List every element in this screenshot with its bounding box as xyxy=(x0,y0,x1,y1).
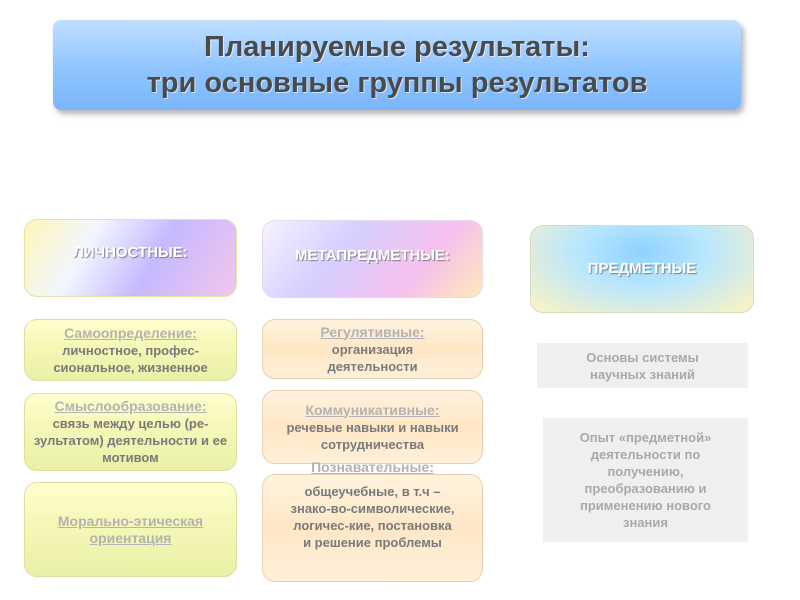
lichnostnye-header-box xyxy=(24,219,237,297)
metapredmetnye-header: МЕТАПРЕДМЕТНЫЕ: xyxy=(294,247,450,264)
predmetnye-header: ПРЕДМЕТНЫЕ xyxy=(587,260,697,277)
samoopredelenie-title: Самоопределение: xyxy=(64,324,197,341)
poznavatelnye-box xyxy=(262,474,483,582)
poznavatelnye-title: Познавательные: xyxy=(311,459,434,475)
smysloobrazovanie-text: связь между целью (ре-зультатом) деятельности и ее мотивом xyxy=(33,416,228,465)
samoopredelenie-box xyxy=(24,319,237,381)
lichnostnye-header: ЛИЧНОСТНЫЕ: xyxy=(73,244,188,261)
regulyativnye-title: Регулятивные: xyxy=(320,323,425,340)
moralno-eticheskaya-box xyxy=(24,482,237,577)
kommunikativnye-box xyxy=(262,390,483,464)
osnovy-sistemy-text: Основы системы научных знаний xyxy=(586,349,699,382)
osnovy-sistemy-box xyxy=(537,343,748,388)
smysloobrazovanie-box xyxy=(24,393,237,471)
metapredmetnye-header-box xyxy=(262,220,483,298)
smysloobrazovanie-title: Смыслообразование: xyxy=(54,398,207,414)
kommunikativnye-title: Коммуникативные: xyxy=(305,401,440,418)
regulyativnye-box xyxy=(262,319,483,379)
predmetnye-header-box xyxy=(530,225,754,313)
title-line-2: три основные группы результатов xyxy=(146,67,648,99)
regulyativnye-text: организация деятельности xyxy=(327,341,418,374)
kommunikativnye-text: речевые навыки и навыки сотрудничества xyxy=(286,419,459,452)
poznavatelnye-text: общеучебные, в т.ч – знако-во-символические, логичес-кие, постановка и решение проблемы xyxy=(290,484,455,550)
moralno-eticheskaya-text: Морально-этическая ориентация xyxy=(57,512,204,546)
title-banner xyxy=(53,20,741,110)
title-line-1: Планируемые результаты: xyxy=(204,31,590,63)
opyt-predmetnoy-text: Опыт «предметной» деятельности по получению, преобразованию и применению нового знания xyxy=(579,430,712,530)
samoopredelenie-text: личностное, профес-сиональное, жизненное xyxy=(53,342,208,375)
opyt-predmetnoy-box xyxy=(543,418,748,542)
